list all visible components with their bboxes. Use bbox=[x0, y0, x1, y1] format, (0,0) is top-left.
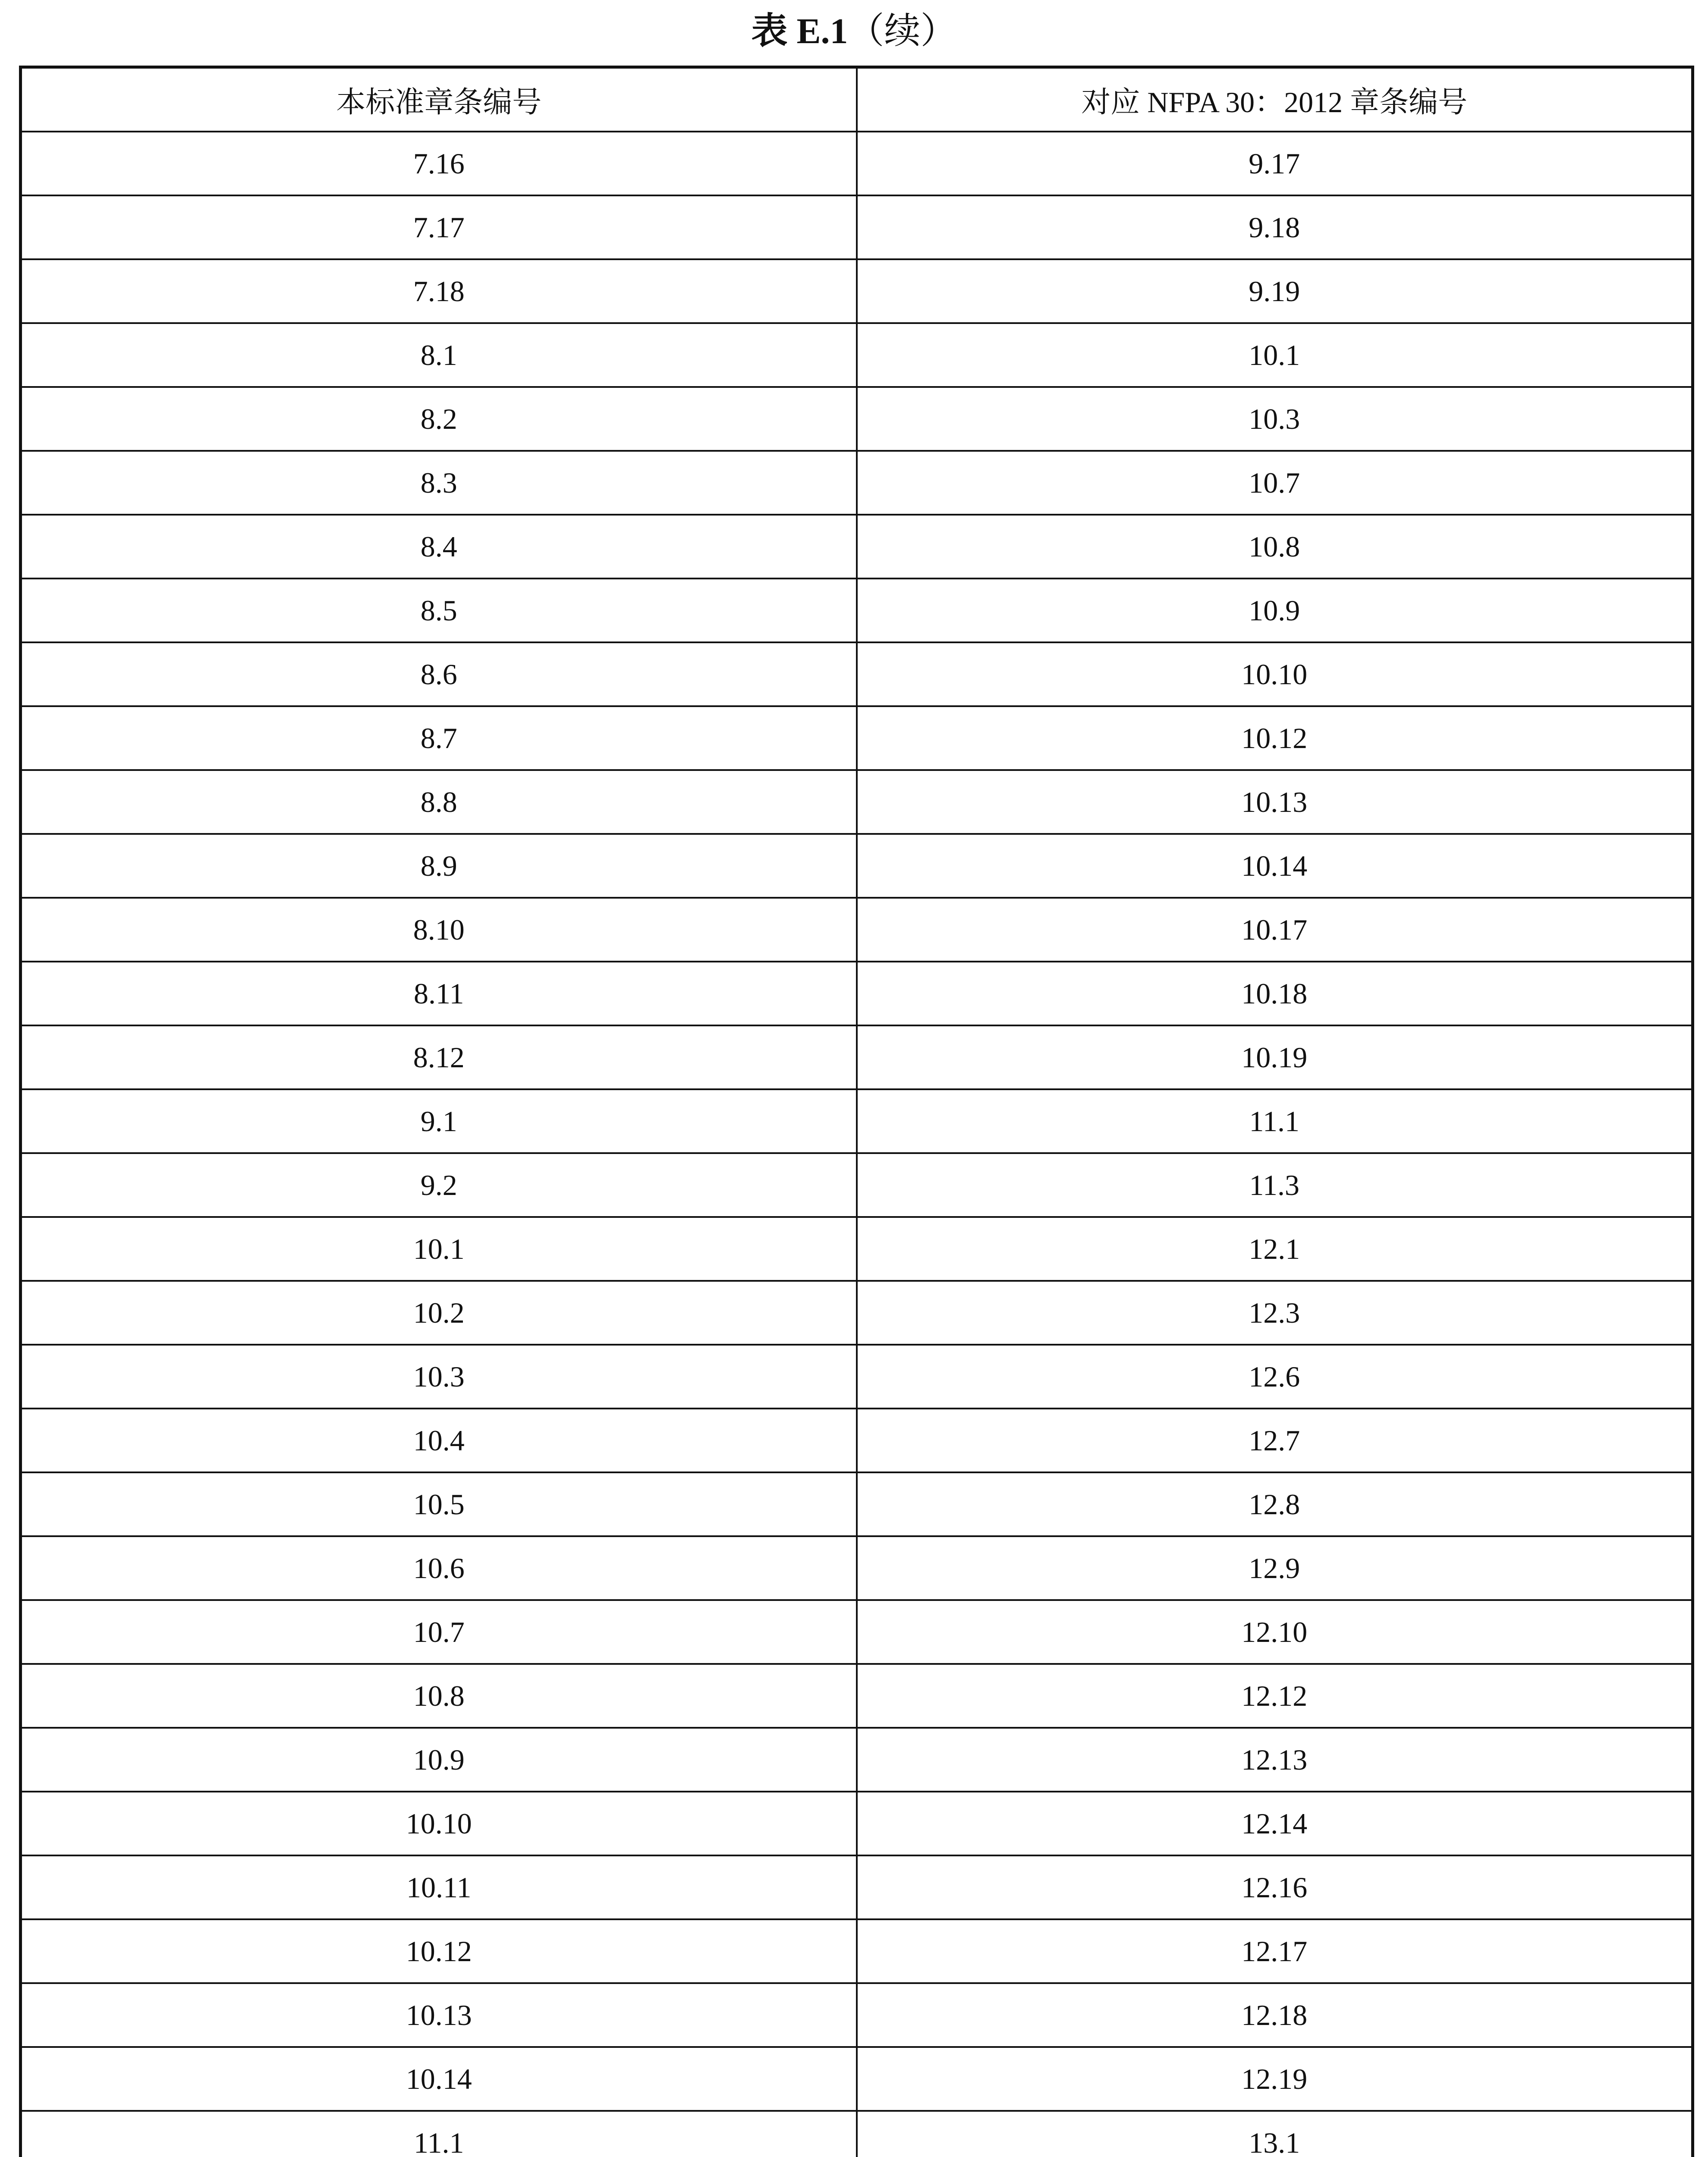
table-row bbox=[21, 1855, 1693, 1919]
cell-nfpa30: 10.13 bbox=[857, 770, 1693, 834]
table-row bbox=[21, 2047, 1693, 2111]
cell-nfpa30: 12.1 bbox=[857, 1217, 1693, 1281]
cell-this-standard: 7.16 bbox=[21, 132, 857, 195]
cell-this-standard: 8.9 bbox=[21, 834, 857, 898]
cell-nfpa30: 11.3 bbox=[857, 1153, 1693, 1217]
table-row bbox=[21, 451, 1693, 515]
table-row bbox=[21, 834, 1693, 898]
cell-nfpa30: 12.18 bbox=[857, 1983, 1693, 2047]
cell-nfpa30: 12.16 bbox=[857, 1855, 1693, 1919]
cell-nfpa30: 13.1 bbox=[857, 2111, 1693, 2157]
table-row bbox=[21, 962, 1693, 1025]
cell-this-standard: 10.9 bbox=[21, 1728, 857, 1792]
table-row bbox=[21, 259, 1693, 323]
table-caption bbox=[0, 8, 1708, 55]
table-row bbox=[21, 2111, 1693, 2157]
cell-nfpa30: 12.12 bbox=[857, 1664, 1693, 1728]
cell-this-standard: 8.8 bbox=[21, 770, 857, 834]
table-row bbox=[21, 387, 1693, 451]
cell-this-standard: 10.10 bbox=[21, 1792, 857, 1855]
cell-this-standard: 10.13 bbox=[21, 1983, 857, 2047]
cell-this-standard: 8.10 bbox=[21, 898, 857, 962]
cell-nfpa30: 10.10 bbox=[857, 642, 1693, 706]
cell-nfpa30: 12.14 bbox=[857, 1792, 1693, 1855]
table-row bbox=[21, 132, 1693, 195]
cell-nfpa30: 12.6 bbox=[857, 1345, 1693, 1409]
table-row bbox=[21, 1983, 1693, 2047]
table-row bbox=[21, 515, 1693, 579]
cell-nfpa30: 11.1 bbox=[857, 1089, 1693, 1153]
cell-this-standard: 8.3 bbox=[21, 451, 857, 515]
cell-this-standard: 8.6 bbox=[21, 642, 857, 706]
table-row bbox=[21, 1792, 1693, 1855]
cell-this-standard: 10.11 bbox=[21, 1855, 857, 1919]
cell-this-standard: 10.1 bbox=[21, 1217, 857, 1281]
column-header-nfpa30: 对应 NFPA 30：2012 章条编号 bbox=[857, 67, 1693, 132]
cell-this-standard: 8.1 bbox=[21, 323, 857, 387]
table-row bbox=[21, 642, 1693, 706]
table-continued-label: （续） bbox=[848, 11, 957, 51]
table-row bbox=[21, 1025, 1693, 1089]
table-row bbox=[21, 579, 1693, 642]
cell-this-standard: 8.12 bbox=[21, 1025, 857, 1089]
cell-nfpa30: 10.1 bbox=[857, 323, 1693, 387]
cell-this-standard: 9.2 bbox=[21, 1153, 857, 1217]
column-header-this-standard: 本标准章条编号 bbox=[21, 67, 857, 132]
table-header-row bbox=[21, 67, 1693, 132]
cell-nfpa30: 12.8 bbox=[857, 1472, 1693, 1536]
table-row bbox=[21, 1728, 1693, 1792]
cell-nfpa30: 10.17 bbox=[857, 898, 1693, 962]
table-row bbox=[21, 1664, 1693, 1728]
table-row bbox=[21, 1217, 1693, 1281]
cell-nfpa30: 12.3 bbox=[857, 1281, 1693, 1345]
cell-nfpa30: 9.18 bbox=[857, 195, 1693, 259]
table-row bbox=[21, 1536, 1693, 1600]
table-row bbox=[21, 1345, 1693, 1409]
cell-this-standard: 10.8 bbox=[21, 1664, 857, 1728]
cell-nfpa30: 9.17 bbox=[857, 132, 1693, 195]
cell-nfpa30: 12.10 bbox=[857, 1600, 1693, 1664]
table-row bbox=[21, 1919, 1693, 1983]
cell-this-standard: 8.7 bbox=[21, 706, 857, 770]
cell-this-standard: 8.4 bbox=[21, 515, 857, 579]
cell-nfpa30: 12.13 bbox=[857, 1728, 1693, 1792]
cell-nfpa30: 10.3 bbox=[857, 387, 1693, 451]
cell-this-standard: 8.2 bbox=[21, 387, 857, 451]
table-row bbox=[21, 1281, 1693, 1345]
cell-this-standard: 10.4 bbox=[21, 1409, 857, 1472]
cell-this-standard: 10.7 bbox=[21, 1600, 857, 1664]
table-row bbox=[21, 706, 1693, 770]
cell-nfpa30: 12.7 bbox=[857, 1409, 1693, 1472]
cell-this-standard: 10.6 bbox=[21, 1536, 857, 1600]
clause-mapping-table bbox=[19, 66, 1694, 2157]
cell-this-standard: 7.17 bbox=[21, 195, 857, 259]
table-row bbox=[21, 1089, 1693, 1153]
cell-nfpa30: 10.14 bbox=[857, 834, 1693, 898]
table-row bbox=[21, 323, 1693, 387]
cell-nfpa30: 10.8 bbox=[857, 515, 1693, 579]
cell-this-standard: 10.12 bbox=[21, 1919, 857, 1983]
cell-nfpa30: 9.19 bbox=[857, 259, 1693, 323]
cell-nfpa30: 10.9 bbox=[857, 579, 1693, 642]
cell-nfpa30: 10.7 bbox=[857, 451, 1693, 515]
cell-nfpa30: 12.19 bbox=[857, 2047, 1693, 2111]
cell-nfpa30: 10.18 bbox=[857, 962, 1693, 1025]
cell-nfpa30: 10.12 bbox=[857, 706, 1693, 770]
cell-this-standard: 10.2 bbox=[21, 1281, 857, 1345]
cell-this-standard: 11.1 bbox=[21, 2111, 857, 2157]
table-row bbox=[21, 1600, 1693, 1664]
cell-this-standard: 10.3 bbox=[21, 1345, 857, 1409]
table-row bbox=[21, 1153, 1693, 1217]
table-title: 表 E.1 bbox=[751, 11, 848, 51]
cell-this-standard: 9.1 bbox=[21, 1089, 857, 1153]
table-row bbox=[21, 898, 1693, 962]
cell-this-standard: 10.5 bbox=[21, 1472, 857, 1536]
cell-this-standard: 7.18 bbox=[21, 259, 857, 323]
cell-nfpa30: 10.19 bbox=[857, 1025, 1693, 1089]
table-row bbox=[21, 1472, 1693, 1536]
cell-this-standard: 8.5 bbox=[21, 579, 857, 642]
table-row bbox=[21, 770, 1693, 834]
table-row bbox=[21, 195, 1693, 259]
cell-nfpa30: 12.9 bbox=[857, 1536, 1693, 1600]
cell-this-standard: 8.11 bbox=[21, 962, 857, 1025]
cell-nfpa30: 12.17 bbox=[857, 1919, 1693, 1983]
cell-this-standard: 10.14 bbox=[21, 2047, 857, 2111]
table-row bbox=[21, 1409, 1693, 1472]
